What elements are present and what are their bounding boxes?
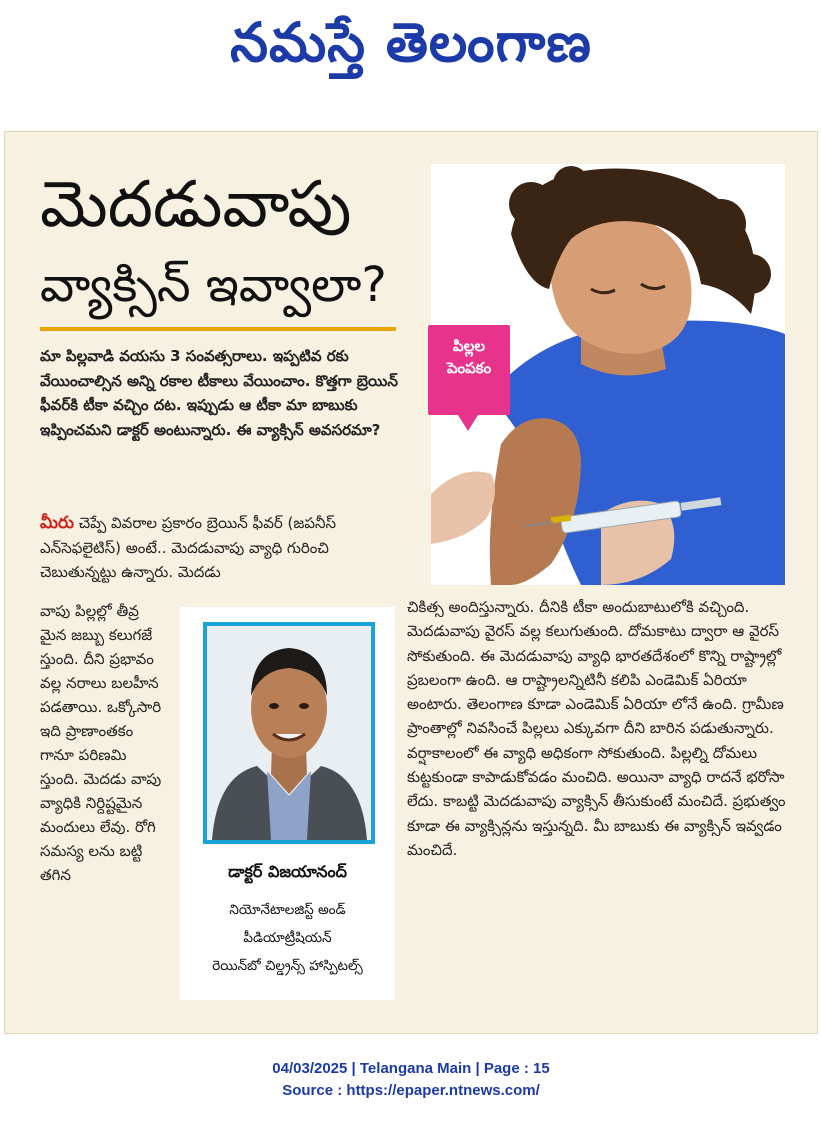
author-role-line3: రెయిన్‌బో చిల్డ్రన్స్ హాస్పిటల్స్ (212, 958, 363, 974)
answer-first-word: మీరు (40, 513, 74, 533)
answer-lead-text: చెప్పే వివరాల ప్రకారం బ్రెయిన్ ఫీవర్ (జపనీస్ ఎన్‌సెఫలైటిస్) అంటే.. మెదడువాపు వ్యాధి గురించి చెబుతున్నట్టు ఉన్నారు. మెదడు (40, 514, 337, 581)
author-role-line1: నియోనేటాలజిస్ట్ అండ్ (229, 902, 346, 918)
portrait-illustration (207, 626, 371, 840)
answer-lead (40, 511, 410, 585)
author-portrait (203, 622, 375, 844)
reader-question: మా పిల్లవాడి వయసు 3 సంవత్సరాలు. ఇప్పటివ రకు వేయించాల్సిన అన్ని రకాల టీకాలు వేయించాం. కొత్తగా బ్రెయిన్ ఫీవర్‌కి టీకా వచ్చిం దట. ఇప్పుడు ఆ టీకా మా బాబుకు ఇప్పించమని డాక్టర్ అంటున్నారు. ఈ వ్యాక్సిన్ అవసరమా? (40, 347, 398, 439)
author-credentials (180, 896, 395, 980)
badge-line2: పెంపకం (446, 359, 492, 377)
answer-narrow-column: వాపు పిల్లల్లో తీవ్ర మైన జబ్బు కలుగజే స్తుంది. దీని ప్రభావం వల్ల నరాలు బలహీన పడతాయి. ఒక్కోసారి ఇది ప్రాణాంతకం గానూ పరిణమి స్తుంది. మెదడు వాపు వ్యాధికి నిర్దిష్టమైన మందులు లేవు. రోగి సమస్య లను బట్టి తగిన (40, 602, 162, 884)
headline-main: మెదడువాపు (40, 168, 352, 242)
footer-date-edition: 04/03/2025 | Telangana Main | Page : 15 (272, 1060, 550, 1077)
headline-divider (40, 327, 396, 331)
answer-right-column: చికిత్స అందిస్తున్నారు. దీనికి టీకా అందుబాటులోకి వచ్చింది. మెదడువాపు వైరస్ వల్ల కలుగుతుంది. దోమకాటు ద్వారా ఆ వైరస్ సోకుతుంది. ఈ మెదడువాపు వ్యాధి భారతదేశంలో కొన్ని రాష్ట్రాల్లో ప్రబలంగా ఉంది. ఆ రాష్ట్రాలన్నిటినీ కలిపి ఎండెమిక్ ఏరియా అంటారు. తెలంగాణ కూడా ఎండెమిక్ ఏరియా లోనే ఉంది. గ్రామీణ ప్రాంతాల్లో నివసించే పిల్లలు ఎక్కువగా దీని బారిన పడుతున్నారు. వర్షాకాలంలో ఈ వ్యాధి అధికంగా సోకుతుంది. పిల్లల్ని దోమలు కుట్టకుండా కాపాడుకోవడం మంచిది. అయినా వ్యాధి రాదనే భరోసా లేదు. కాబట్టి మెదడువాపు వ్యాక్సిన్ తీసుకుంటే మంచిదే. ప్రభుత్వం కూడా ఈ వ్యాక్సిన్లను ఇస్తున్నది. మీ బాబుకు ఈ వ్యాక్సిన్ ఇవ్వడం మంచిదే. (407, 598, 786, 859)
footer-source: Source : https://epaper.ntnews.com/ (282, 1082, 540, 1099)
badge-line1: పిల్లల (453, 337, 485, 355)
page-footer (0, 1058, 822, 1102)
category-badge (428, 325, 510, 415)
author-role-line2: పీడియాట్రీషియన్ (243, 930, 332, 946)
author-name: డాక్టర్ విజయానంద్ (228, 862, 347, 881)
headline-question: వ్యాక్సిన్ ఇవ్వాలా? (40, 257, 387, 313)
masthead-logo: నమస్తే తెలంగాణ (230, 11, 592, 74)
